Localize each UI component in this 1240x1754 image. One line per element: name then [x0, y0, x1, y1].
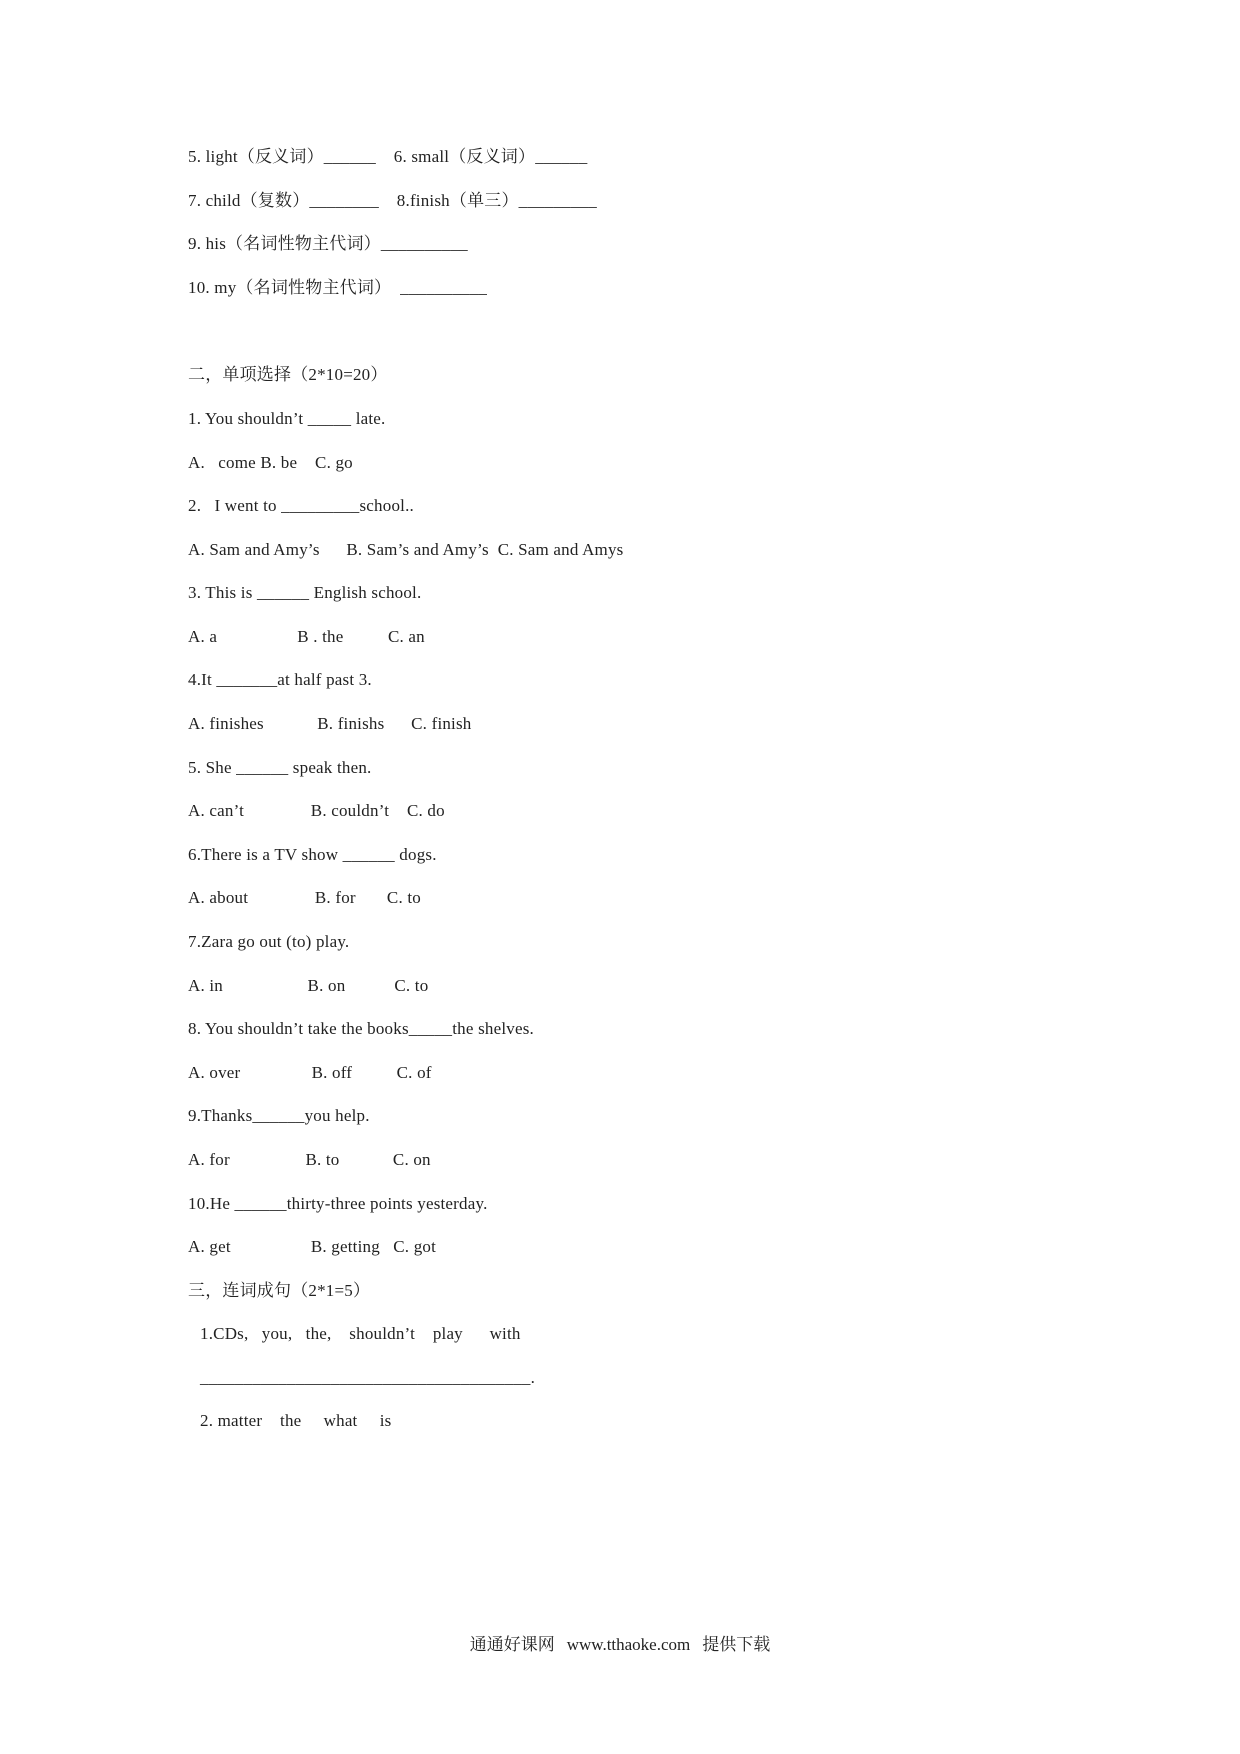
question-9: 9.Thanks______you help.: [188, 1106, 370, 1125]
question-7: 7.Zara go out (to) play.: [188, 932, 350, 951]
footer-note: 提供下载: [702, 1635, 771, 1654]
vocab-line-5-6: 5. light（反义词）______ 6. small（反义词）______: [188, 147, 588, 166]
section3-heading: 三，连词成句（2*1=5）: [188, 1281, 371, 1300]
section2-heading: 二，单项选择（2*10=20）: [188, 365, 388, 384]
sentence-1-words: 1.CDs, you, the, shouldn’t play with: [200, 1324, 521, 1343]
options-2: A. Sam and Amy’s B. Sam’s and Amy’s C. Sam and Amys: [188, 540, 624, 559]
question-8: 8. You shouldn’t take the books_____the shelves.: [188, 1019, 534, 1038]
vocab-line-10: 10. my（名词性物主代词） __________: [188, 278, 488, 297]
footer-site-name: 通通好课网: [469, 1635, 555, 1654]
question-10: 10.He ______thirty-three points yesterday.: [188, 1194, 488, 1213]
question-2: 2. I went to _________school..: [188, 496, 414, 515]
footer-url: www.tthaoke.com: [566, 1635, 691, 1654]
options-9: A. for B. to C. on: [188, 1150, 431, 1169]
options-1: A. come B. be C. go: [188, 453, 353, 472]
vocab-line-7-8: 7. child（复数）________ 8.finish（单三）_________: [188, 191, 597, 210]
vocab-line-9: 9. his（名词性物主代词）__________: [188, 234, 468, 253]
question-4: 4.It _______at half past 3.: [188, 670, 372, 689]
options-6: A. about B. for C. to: [188, 888, 421, 907]
sentence-2-words: 2. matter the what is: [200, 1411, 392, 1430]
question-3: 3. This is ______ English school.: [188, 583, 422, 602]
options-8: A. over B. off C. of: [188, 1063, 432, 1082]
options-10: A. get B. getting C. got: [188, 1237, 437, 1256]
answer-line: ______________________________________.: [200, 1368, 536, 1387]
options-7: A. in B. on C. to: [188, 976, 429, 995]
question-1: 1. You shouldn’t _____ late.: [188, 409, 386, 428]
question-5: 5. She ______ speak then.: [188, 758, 372, 777]
options-3: A. a B . the C. an: [188, 627, 425, 646]
options-4: A. finishes B. finishs C. finish: [188, 714, 472, 733]
page-footer: [0, 1634, 1240, 1656]
options-5: A. can’t B. couldn’t C. do: [188, 801, 445, 820]
question-6: 6.There is a TV show ______ dogs.: [188, 845, 437, 864]
